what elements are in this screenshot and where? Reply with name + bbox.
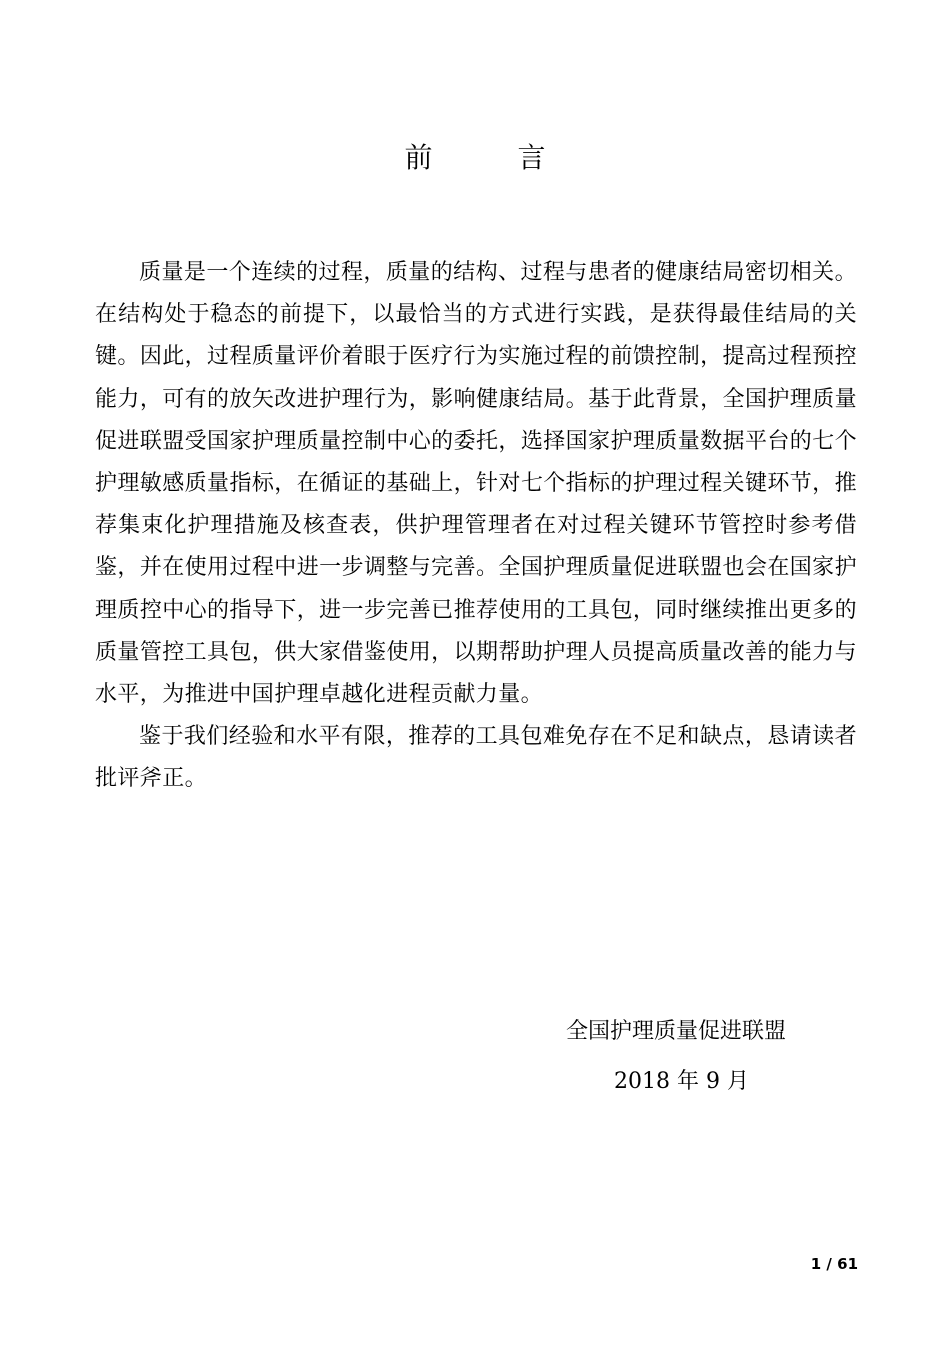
page-title: 前 言 bbox=[404, 141, 584, 174]
page-number: 1 / 61 bbox=[810, 1255, 858, 1273]
signature-date: 2018 年 9 月 bbox=[614, 1069, 749, 1094]
preface-body bbox=[95, 252, 857, 801]
signature-organization: 全国护理质量促进联盟 bbox=[566, 1019, 787, 1044]
preface-paragraph-1: 质量是一个连续的过程，质量的结构、过程与患者的健康结局密切相关。在结构处于稳态的前提下，以最恰当的方式进行实践，是获得最佳结局的关键。因此，过程质量评价着眼于医疗行为实施过程的前馈控制，提高过程预控能力，可有的放矢改进护理行为，影响健康结局。基于此背景，全国护理质量促进联盟受国家护理质量控制中心的委托，选择国家护理质量数据平台的七个护理敏感质量指标，在循证的基础上，针对七个指标的护理过程关键环节，推荐集束化护理措施及核查表，供护理管理者在对过程关键环节管控时参考借鉴，并在使用过程中进一步调整与完善。全国护理质量促进联盟也会在国家护理质控中心的指导下，进一步完善已推荐使用的工具包，同时继续推出更多的质量管控工具包，供大家借鉴使用，以期帮助护理人员提高质量改善的能力与水平，为推进中国护理卓越化进程贡献力量。 bbox=[95, 260, 857, 708]
preface-paragraph-2: 鉴于我们经验和水平有限，推荐的工具包难免存在不足和缺点，恳请读者批评斧正。 bbox=[95, 724, 857, 792]
